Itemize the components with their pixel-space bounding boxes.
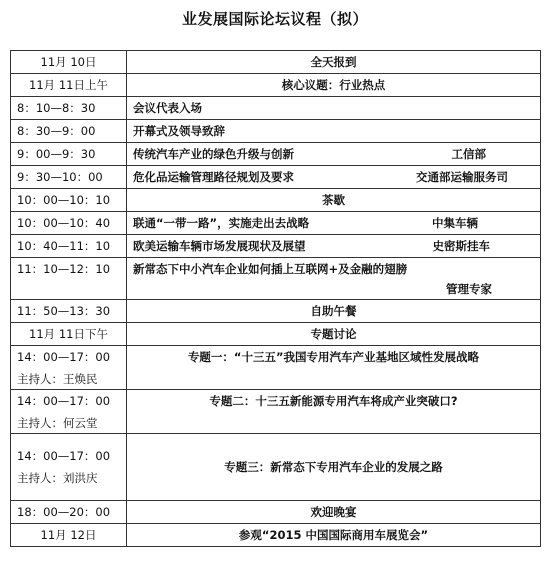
table-row bbox=[11, 434, 541, 501]
session-time: 14：00—17：00 bbox=[17, 393, 111, 408]
table-row bbox=[11, 235, 541, 258]
time-cell: 11月 12日 bbox=[11, 524, 127, 547]
agenda-table bbox=[10, 50, 541, 547]
table-row bbox=[11, 143, 541, 166]
table-row bbox=[11, 120, 541, 143]
content-cell: 会议代表入场 bbox=[127, 97, 541, 120]
talk-title: 欧美运输车辆市场发展现状及展望 bbox=[133, 239, 306, 253]
time-cell: 9：30—10：00 bbox=[11, 166, 127, 189]
table-row bbox=[11, 212, 541, 235]
table-row bbox=[11, 323, 541, 346]
speaker: 史密斯挂车 bbox=[432, 239, 490, 253]
time-cell: 11月 11日下午 bbox=[11, 323, 127, 346]
session-time: 14：00—17：00 bbox=[17, 449, 111, 463]
table-row bbox=[11, 390, 541, 434]
speaker: 工信部 bbox=[451, 147, 486, 161]
time-cell: 10：00—10：40 bbox=[11, 212, 127, 235]
table-row bbox=[11, 346, 541, 390]
content-cell: 自助午餐 bbox=[127, 300, 541, 323]
table-row bbox=[11, 258, 541, 300]
talk-title: 危化品运输管理路径规划及要求 bbox=[133, 170, 294, 184]
speaker: 中集车辆 bbox=[432, 216, 478, 230]
content-cell: 欢迎晚宴 bbox=[127, 501, 541, 524]
talk-title: 联通“一带一路”，实施走出去战略 bbox=[133, 216, 310, 230]
content-cell bbox=[127, 166, 541, 189]
time-cell: 8：10—8：30 bbox=[11, 97, 127, 120]
content-cell: 开幕式及领导致辞 bbox=[127, 120, 541, 143]
time-cell: 10：00—10：10 bbox=[11, 189, 127, 212]
time-cell: 18：00—20：00 bbox=[11, 501, 127, 524]
time-cell: 9：00—9：30 bbox=[11, 143, 127, 166]
content-cell: 专题二：十三五新能源专用汽车将成产业突破口? bbox=[127, 390, 541, 434]
table-row bbox=[11, 189, 541, 212]
session-time: 14：00—17：00 bbox=[17, 349, 111, 364]
table-row bbox=[11, 74, 541, 97]
table-row bbox=[11, 166, 541, 189]
time-cell: 10：40—11：10 bbox=[11, 235, 127, 258]
table-row bbox=[11, 501, 541, 524]
speaker: 管理专家 bbox=[446, 282, 492, 296]
table-row bbox=[11, 524, 541, 547]
time-cell: 11月 11日上午 bbox=[11, 74, 127, 97]
time-cell: 8：30—9：00 bbox=[11, 120, 127, 143]
talk-title: 新常态下中小汽车企业如何插上互联网+及金融的翅膀 bbox=[133, 262, 408, 276]
content-cell: 全天报到 bbox=[127, 51, 541, 74]
host-name: 主持人：何云堂 bbox=[17, 415, 98, 430]
content-cell: 参观“2015 中国国际商用车展览会” bbox=[127, 524, 541, 547]
table-row bbox=[11, 300, 541, 323]
time-cell bbox=[11, 434, 127, 501]
content-cell: 专题讨论 bbox=[127, 323, 541, 346]
host-name: 主持人：王焕民 bbox=[17, 371, 98, 386]
time-cell: 11：50—13：30 bbox=[11, 300, 127, 323]
time-cell bbox=[11, 346, 127, 390]
content-cell bbox=[127, 143, 541, 166]
content-cell bbox=[127, 258, 541, 300]
talk-title: 传统汽车产业的绿色升级与创新 bbox=[133, 147, 294, 161]
content-cell: 茶歇 bbox=[127, 189, 541, 212]
time-cell: 11月 10日 bbox=[11, 51, 127, 74]
content-cell bbox=[127, 235, 541, 258]
page-title: 业发展国际论坛议程（拟） bbox=[181, 10, 368, 28]
table-row bbox=[11, 97, 541, 120]
content-cell bbox=[127, 212, 541, 235]
content-cell: 专题一：“十三五”我国专用汽车产业基地区域性发展战略 bbox=[127, 346, 541, 390]
content-cell: 核心议题：行业热点 bbox=[127, 74, 541, 97]
speaker: 交通部运输服务司 bbox=[416, 170, 508, 184]
content-cell: 专题三：新常态下专用汽车企业的发展之路 bbox=[127, 434, 541, 501]
table-row bbox=[11, 51, 541, 74]
host-name: 主持人：刘洪庆 bbox=[17, 471, 98, 485]
time-cell bbox=[11, 390, 127, 434]
time-cell: 11：10—12：10 bbox=[11, 258, 127, 300]
